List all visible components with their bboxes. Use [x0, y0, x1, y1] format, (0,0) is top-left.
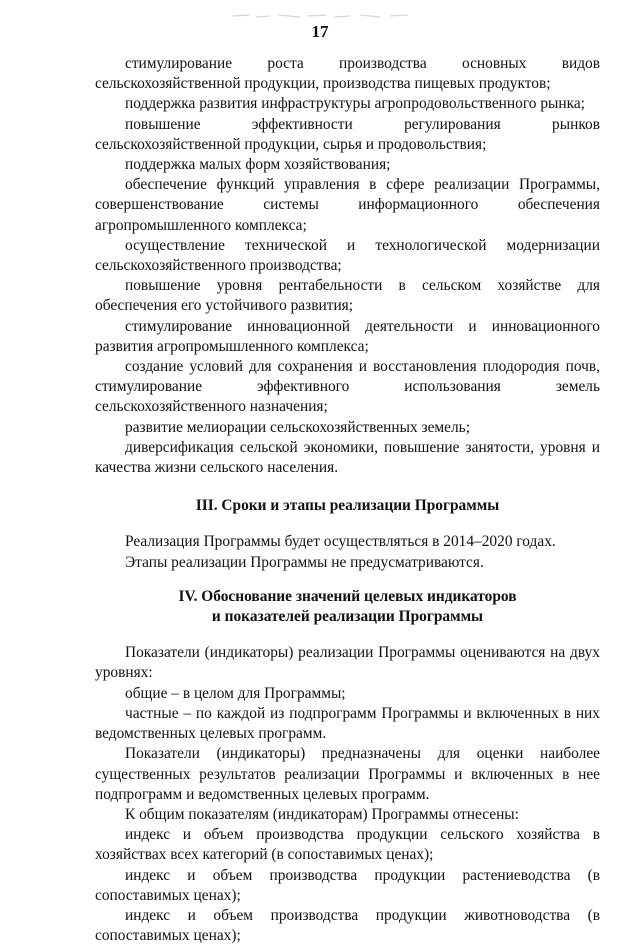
paragraph: повышение уровня рентабельности в сельском хозяйстве для обеспечения его устойчивого развития;: [95, 277, 600, 315]
paragraph: Этапы реализации Программы не предусматриваются.: [125, 553, 484, 571]
paragraph: Реализация Программы будет осуществляться в 2014–2020 годах.: [125, 533, 556, 551]
paragraph: К общим показателям (индикаторам) Программы отнесены:: [125, 805, 519, 823]
paragraph: индекс и объем производства продукции растениеводства (в сопоставимых ценах);: [95, 866, 600, 904]
paragraph: общие – в целом для Программы;: [125, 684, 346, 702]
paragraph: поддержка развития инфраструктуры агропродовольственного рынка;: [125, 95, 585, 113]
paragraph: обеспечение функций управления в сфере реализации Программы, совершенствование системы информационного обеспечения агропромышленного комплекса;: [95, 176, 600, 234]
paragraph: индекс и объем производства продукции животноводства (в сопоставимых ценах);: [95, 906, 600, 945]
section-heading-line: и показателей реализации Программы: [211, 608, 484, 626]
paragraph: частные – по каждой из подпрограмм Программы и включенных в них ведомственных целевых программ.: [95, 704, 600, 743]
paragraph: Показатели (индикаторы) предназначены для оценки наиболее существенных результатов реализации Программы и включенных в нее подпрограмм и ведомственных целевых программ.: [95, 745, 600, 803]
section-heading: III. Сроки и этапы реализации Программы: [195, 497, 500, 515]
paragraph: стимулирование инновационной деятельности и инновационного развития агропромышленного комплекса;: [95, 317, 600, 355]
paragraph: индекс и объем производства продукции сельского хозяйства в хозяйствах всех категорий (в сопоставимых ценах);: [95, 826, 600, 864]
section-heading-line: IV. Обоснование значений целевых индикаторов: [178, 587, 517, 605]
page-number: 17: [311, 22, 329, 41]
paragraph: развитие мелиорации сельскохозяйственных земель;: [125, 418, 470, 436]
paragraph: Показатели (индикаторы) реализации Программы оцениваются на двух уровнях:: [95, 644, 600, 682]
paragraph: создание условий для сохранения и восстановления плодородия почв, стимулирование эффективного использования земель сельскохозяйственного назначения;: [95, 358, 600, 416]
scan-artifact: [230, 10, 430, 22]
paragraph: повышение эффективности регулирования рынков сельскохозяйственной продукции, сырья и продовольствия;: [95, 115, 600, 153]
paragraph: стимулирование роста производства основных видов сельскохозяйственной продукции, производства пищевых продуктов;: [95, 55, 600, 93]
body-text: [95, 54, 600, 946]
paragraph: осуществление технической и технологической модернизации сельскохозяйственного производства;: [95, 236, 600, 275]
paragraph: диверсификация сельской экономики, повышение занятости, уровня и качества жизни сельского населения.: [95, 438, 600, 477]
section-heading: [95, 587, 600, 627]
paragraph: поддержка малых форм хозяйствования;: [125, 156, 391, 174]
